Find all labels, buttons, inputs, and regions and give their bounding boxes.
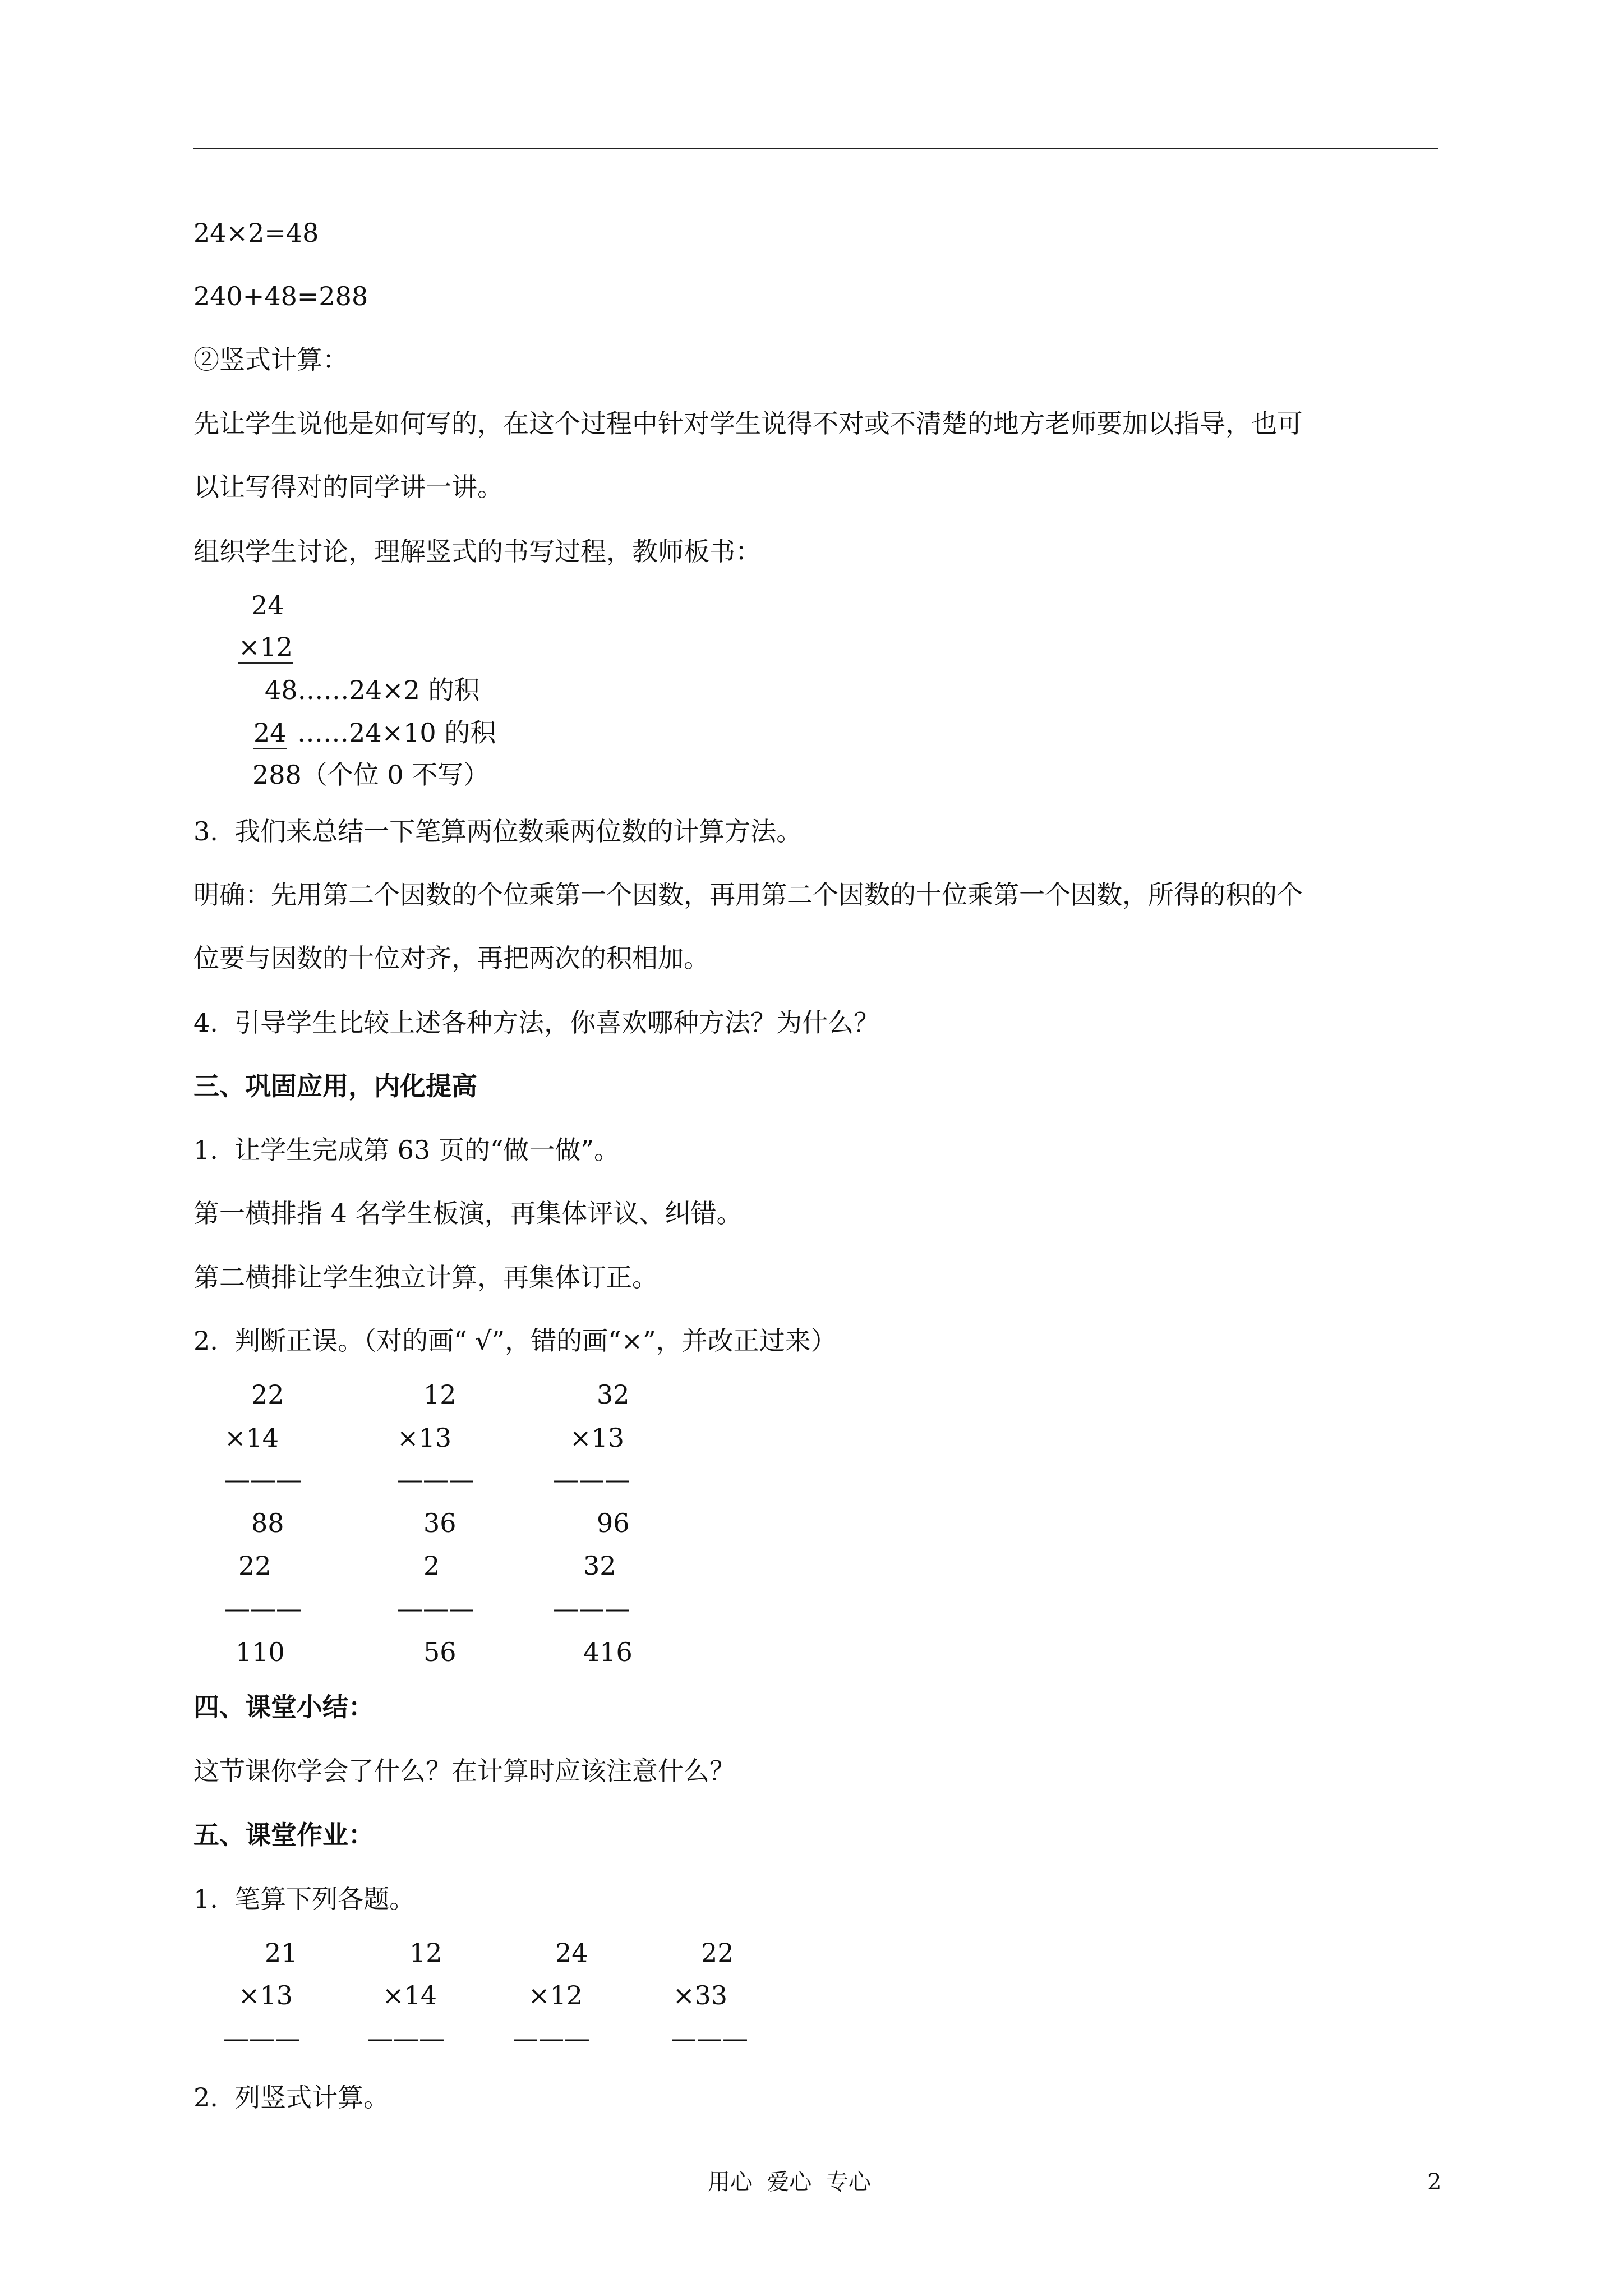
section-heading-4: 四、课堂小结： — [193, 1692, 374, 1722]
judge-dash: ——— — [553, 1464, 630, 1494]
paragraph-line: 这节课你学会了什么？在计算时应该注意什么？ — [193, 1756, 735, 1786]
page-number: 2 — [1427, 2169, 1442, 2195]
board-partial-2: 24 — [253, 720, 287, 749]
homework-dash: ——— — [223, 2023, 301, 2053]
homework-top: 12 — [409, 1938, 442, 1968]
judge-top: 12 — [423, 1379, 457, 1410]
paragraph-line: 第二横排让学生独立计算，再集体订正。 — [193, 1262, 658, 1292]
board-multiplier: ×12 — [238, 634, 293, 664]
judge-result: 110 — [236, 1637, 285, 1667]
homework-dash: ——— — [671, 2023, 748, 2053]
paragraph-line: 4. 引导学生比较上述各种方法，你喜欢哪种方法？为什么？ — [193, 1007, 880, 1038]
footer-motto: 用心 爱心 专心 — [708, 2169, 871, 2195]
paragraph-line: 先让学生说他是如何写的，在这个过程中针对学生说得不对或不清楚的地方老师要加以指导，也可 — [193, 408, 1303, 439]
paragraph-line: 组织学生讨论，理解竖式的书写过程，教师板书： — [193, 536, 761, 567]
homework-multiplier: ×12 — [528, 1980, 583, 2010]
judge-partial-1: 36 — [423, 1508, 457, 1538]
paragraph-line: 1. 让学生完成第 63 页的“做一做”。 — [193, 1135, 620, 1165]
homework-multiplier: ×14 — [382, 1980, 437, 2010]
paragraph-line: 位要与因数的十位对齐，再把两次的积相加。 — [193, 943, 709, 973]
header-rule — [193, 148, 1438, 149]
line-calc-2: 240+48=288 — [193, 281, 368, 311]
judge-result: 416 — [583, 1637, 633, 1667]
paragraph-line: 明确：先用第二个因数的个位乘第一个因数，再用第二个因数的十位乘第一个因数，所得的积的个 — [193, 880, 1303, 910]
judge-dash: ——— — [553, 1593, 630, 1623]
paragraph-line: 3. 我们来总结一下笔算两位数乘两位数的计算方法。 — [193, 816, 803, 846]
judge-partial-2: 22 — [238, 1550, 271, 1581]
board-partial-2-note: ……24×10 的积 — [297, 717, 496, 748]
homework-dash: ——— — [513, 2023, 590, 2053]
judge-dash: ——— — [397, 1464, 474, 1494]
judge-dash: ——— — [397, 1593, 474, 1623]
homework-top: 24 — [555, 1938, 588, 1968]
board-partial-1: 48……24×2 的积 — [265, 675, 480, 705]
judge-top: 32 — [597, 1379, 630, 1410]
judge-multiplier: ×13 — [570, 1423, 625, 1453]
homework-top: 21 — [265, 1938, 298, 1968]
judge-partial-2: 32 — [583, 1550, 616, 1581]
line-vertical-calc-title: ②竖式计算： — [193, 344, 348, 375]
judge-dash: ——— — [224, 1593, 302, 1623]
judge-partial-1: 96 — [597, 1508, 630, 1538]
judge-result: 56 — [423, 1637, 457, 1667]
judge-partial-2: 2 — [423, 1550, 440, 1581]
judge-partial-1: 88 — [251, 1508, 284, 1538]
homework-dash: ——— — [367, 2023, 445, 2053]
paragraph-line: 1. 笔算下列各题。 — [193, 1884, 416, 1914]
paragraph-line: 以让写得对的同学讲一讲。 — [193, 472, 503, 502]
homework-top: 22 — [701, 1938, 734, 1968]
paragraph-line: 第一横排指 4 名学生板演，再集体评议、纠错。 — [193, 1198, 743, 1228]
line-calc-1: 24×2=48 — [193, 218, 319, 248]
judge-top: 22 — [251, 1379, 284, 1410]
board-result: 288（个位 0 不写） — [252, 760, 490, 790]
judge-multiplier: ×13 — [397, 1423, 452, 1453]
homework-multiplier: ×33 — [673, 1980, 728, 2010]
board-multiplicand: 24 — [251, 590, 284, 620]
judge-multiplier: ×14 — [224, 1423, 279, 1453]
paragraph-line: 2. 判断正误。（对的画“ √”，错的画“×”，并改正过来） — [193, 1326, 837, 1356]
section-heading-3: 三、巩固应用，内化提高 — [193, 1071, 477, 1101]
paragraph-line: 2. 列竖式计算。 — [193, 2082, 390, 2113]
section-heading-5: 五、课堂作业： — [193, 1820, 374, 1850]
homework-multiplier: ×13 — [238, 1980, 293, 2010]
judge-dash: ——— — [224, 1464, 302, 1494]
